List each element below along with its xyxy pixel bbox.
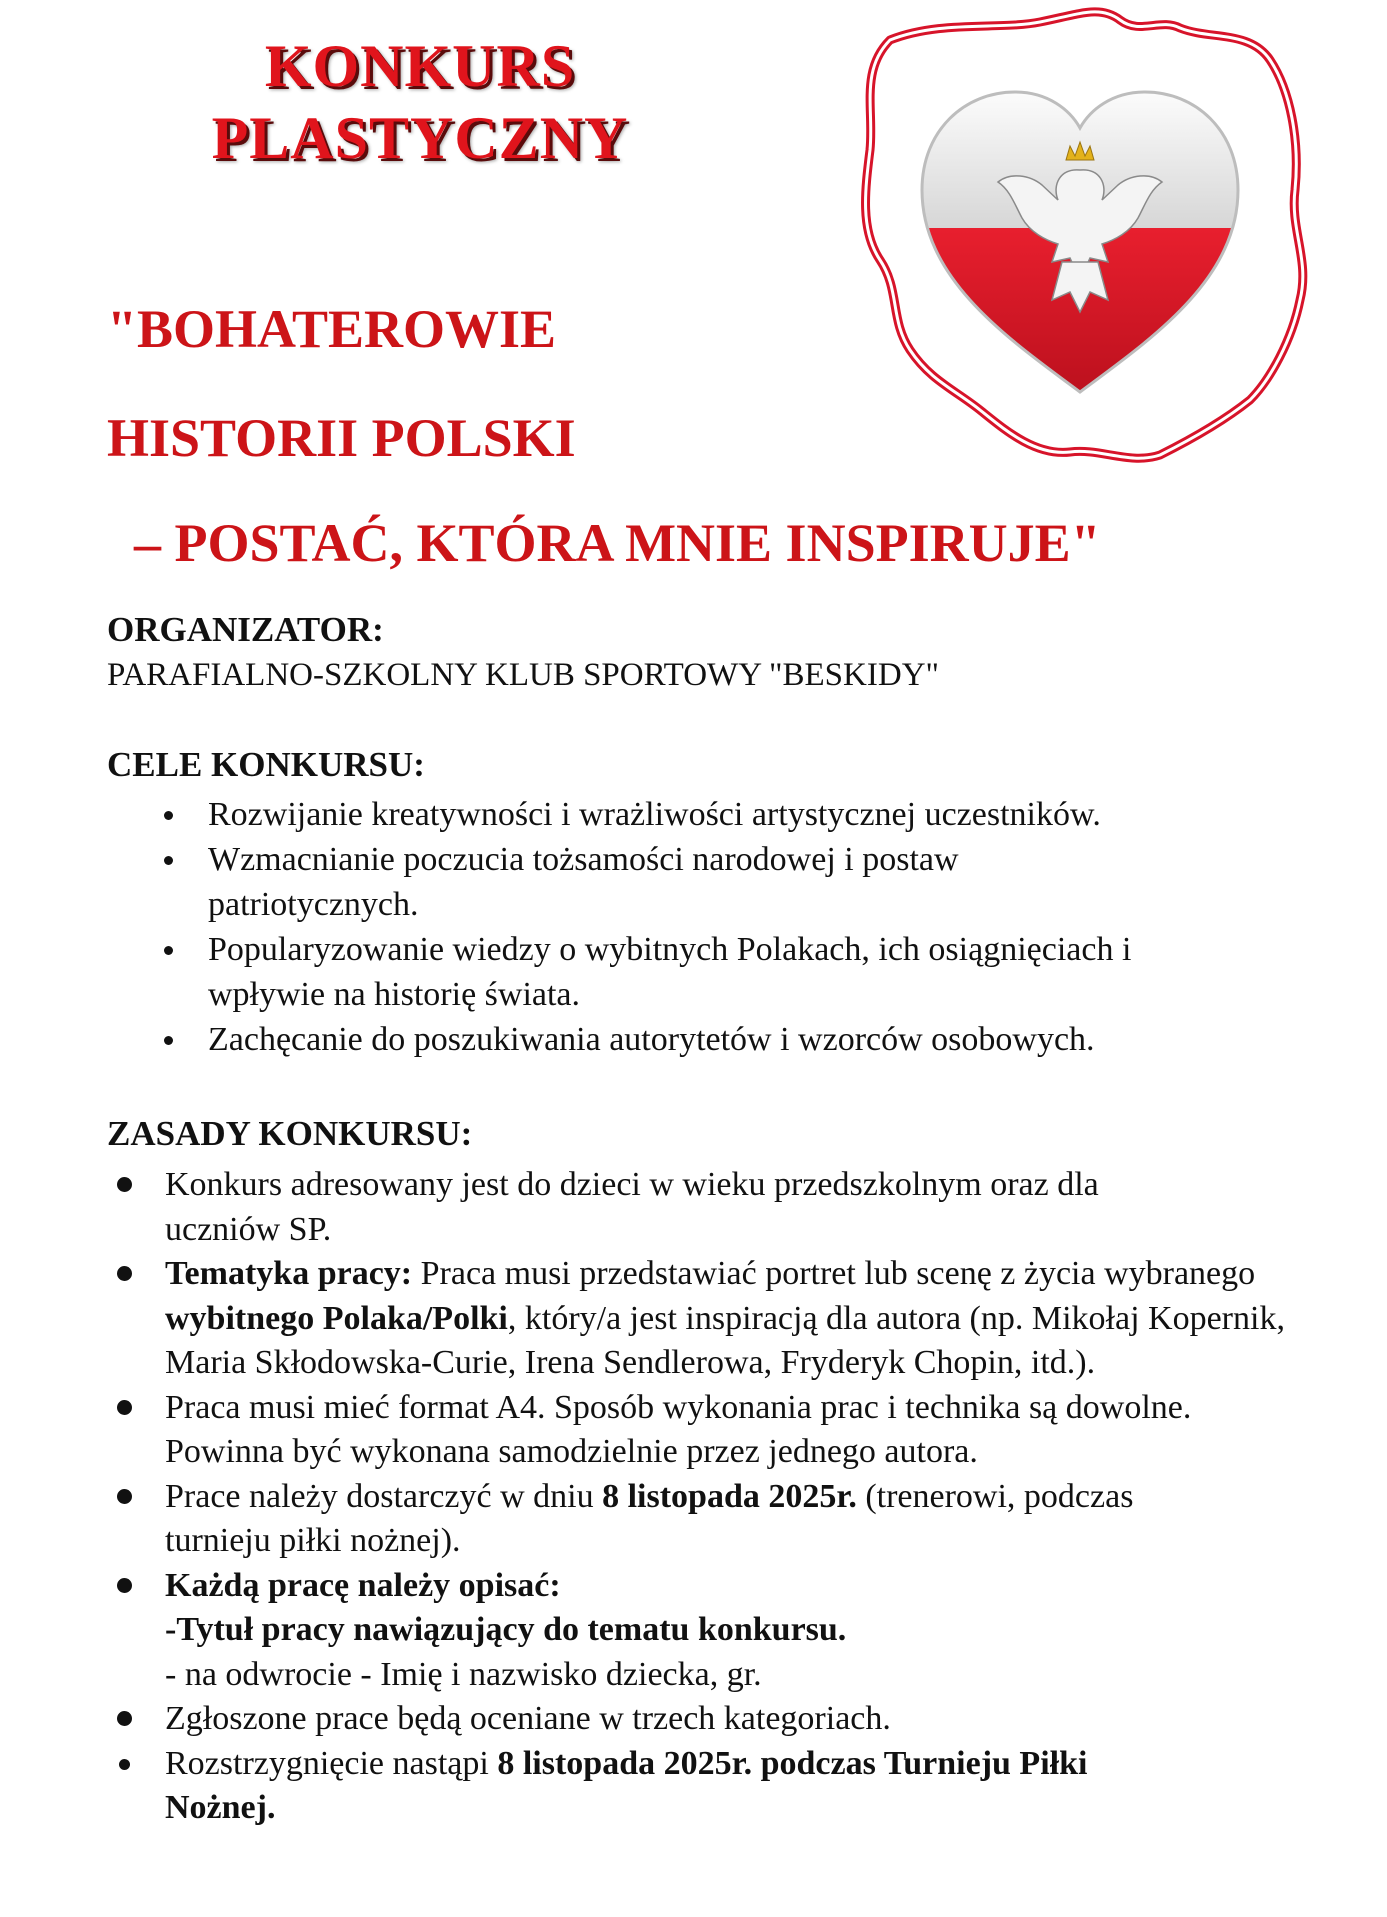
rule-bold-text: 8 listopada 2025r.: [602, 1477, 857, 1515]
rule-item: [108, 1697, 1288, 1742]
rule-text: , który/a jest inspiracją dla autora (np. Mikołaj Kopernik, Maria Skłodowska-Curie, Irena Sendlerowa, Fryderyk Chopin, itd.).: [165, 1299, 1285, 1381]
goal-item: Rozwijanie kreatywności i wrażliwości artystycznej uczestników.: [160, 792, 1280, 837]
organizer-heading: ORGANIZATOR:: [107, 610, 384, 649]
rule-text: Prace należy dostarczyć w dniu: [165, 1477, 603, 1515]
contest-title: [150, 30, 690, 174]
title-line-1: KONKURS: [264, 33, 576, 99]
rule-text: (trenerowi, podczas turnieju piłki nożnej).: [165, 1477, 1134, 1559]
title-line-2: PLASTYCZNY: [211, 105, 629, 171]
rule-item: [108, 1742, 1205, 1831]
rule-bold-text: wybitnego Polaka/Polki: [165, 1299, 508, 1337]
rule-text: Praca musi mieć format A4. Sposób wykonania prac i technika są dowolne. Powinna być wykonana samodzielnie przez jednego autora.: [165, 1388, 1192, 1470]
rule-item: [108, 1386, 1205, 1475]
subtitle-line-2: HISTORII POLSKI: [107, 408, 576, 468]
subtitle-line-1: "BOHATEROWIE: [107, 299, 557, 359]
rule-item: [108, 1564, 1288, 1698]
rule-label: Każdą pracę należy opisać:: [165, 1566, 561, 1604]
rule-text: - na odwrocie - Imię i nazwisko dziecka, gr.: [165, 1655, 762, 1693]
goal-item: Zachęcanie do poszukiwania autorytetów i wzorców osobowych.: [160, 1017, 1280, 1062]
goals-list: [160, 792, 1280, 1062]
rule-text: Konkurs adresowany jest do dzieci w wieku przedszkolnym oraz dla uczniów SP.: [165, 1166, 1099, 1248]
rule-text: Zgłoszone prace będą oceniane w trzech kategoriach.: [165, 1700, 891, 1737]
rule-item: [108, 1252, 1285, 1386]
rule-item: [108, 1163, 1205, 1252]
rule-label: Tematyka pracy:: [165, 1255, 413, 1292]
subtitle-line-3: – POSTAĆ, KTÓRA MNIE INSPIRUJE": [134, 513, 1101, 573]
goals-heading: CELE KONKURSU:: [107, 745, 425, 784]
organizer-name: PARAFIALNO-SZKOLNY KLUB SPORTOWY "BESKIDY": [107, 657, 939, 693]
polish-eagle-heart-map-icon: [830, 0, 1330, 470]
rule-item: [108, 1475, 1205, 1564]
rule-text: Rozstrzygnięcie nastąpi: [165, 1744, 498, 1782]
rules-heading: ZASADY KONKURSU:: [107, 1114, 473, 1153]
goal-item: Wzmacnianie poczucia tożsamości narodowej i postaw patriotycznych.: [160, 837, 1088, 927]
rules-list: [108, 1163, 1288, 1831]
rule-bold-text: -Tytuł pracy nawiązujący do tematu konkursu.: [165, 1611, 847, 1648]
goal-item: Popularyzowanie wiedzy o wybitnych Polakach, ich osiągnięciach i wpływie na historię świata.: [160, 927, 1228, 1017]
rule-text: Praca musi przedstawiać portret lub scenę z życia wybranego: [412, 1255, 1256, 1292]
rule-bold-text: 8 listopada 2025r. podczas Turnieju Piłki Nożnej.: [165, 1744, 1088, 1826]
